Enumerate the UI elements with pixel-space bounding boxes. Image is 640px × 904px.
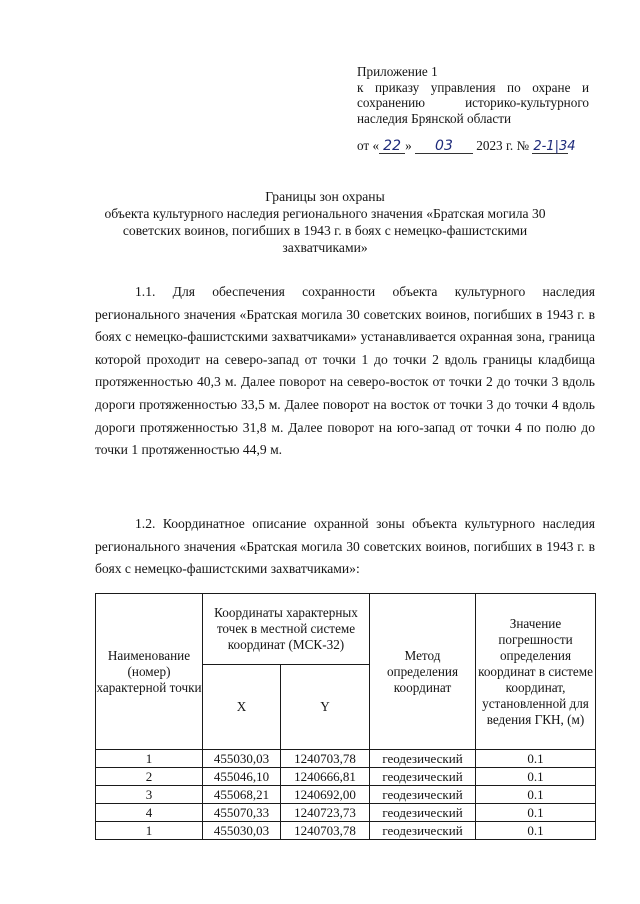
table-row — [96, 768, 596, 786]
appendix-word: управления — [430, 79, 496, 95]
title-line: захватчиками» — [282, 240, 368, 255]
appendix-title: Приложение 1 — [357, 64, 438, 79]
paragraph-1-2 — [95, 513, 595, 581]
appendix-region-line: наследия Брянской области — [357, 110, 512, 126]
title-line: Границы зон охраны — [265, 189, 385, 204]
order-day-handwritten: 22 — [379, 140, 405, 154]
cell-method: геодезический — [370, 804, 476, 822]
appendix-word: историко-культурного — [465, 95, 589, 111]
table-row — [96, 750, 596, 768]
cell-y: 1240703,78 — [281, 822, 370, 840]
appendix-preservation-line — [357, 95, 589, 111]
paragraph-1-1 — [95, 281, 595, 462]
header-x: X — [203, 665, 281, 750]
cell-accuracy: 0.1 — [476, 786, 596, 804]
header-accuracy: Значение погрешности определения координат в системе координат, установленной для ведения ГКН, (м) — [476, 594, 596, 750]
appendix-order-line — [357, 80, 589, 96]
cell-accuracy: 0.1 — [476, 750, 596, 768]
appendix-word: к — [357, 79, 364, 95]
header-point-name: Наименование (номер) характерной точки — [96, 594, 203, 750]
order-month-handwritten: 03 — [415, 140, 473, 154]
cell-y: 1240692,00 — [281, 786, 370, 804]
cell-x: 455046,10 — [203, 768, 281, 786]
order-date-prefix: от « — [357, 138, 380, 153]
table-row — [96, 786, 596, 804]
header-method: Метод определения координат — [370, 594, 476, 750]
cell-y: 1240703,78 — [281, 750, 370, 768]
document-title — [60, 188, 590, 256]
appendix-word: сохранению — [357, 95, 426, 111]
table-row — [96, 804, 596, 822]
appendix-block — [357, 64, 589, 126]
paragraph-text: 1.1. Для обеспечения сохранности объекта культурного наследия регионального значения «Братская могила 30 советских воинов, погибших в 1943 г. в боях с немецко-фашистскими захватчиками» устанавливается охранная зона, граница которой проходит на северо-запад от точки 1 до точки 2 вдоль границы кладбища протяженностью 40,3 м. Далее поворот на северо-восток от точки 2 до точки 3 вдоль дороги протяженностью 33,5 м. Далее поворот на восток от точки 3 до точки 4 вдоль дороги протяженностью 31,8 м. Далее поворот на юго-запад от точки 4 по полю до точки 1 протяженностью 44,9 м. — [95, 284, 595, 458]
order-number-handwritten: 2-1|34 — [533, 139, 576, 154]
header-coordinates: Координаты характерных точек в местной системе координат (МСК-32) — [203, 594, 370, 665]
cell-point: 4 — [96, 804, 203, 822]
appendix-word: и — [581, 79, 589, 95]
header-y: Y — [281, 665, 370, 750]
cell-x: 455068,21 — [203, 786, 281, 804]
cell-point: 3 — [96, 786, 203, 804]
cell-method: геодезический — [370, 768, 476, 786]
paragraph-text: 1.2. Координатное описание охранной зоны объекта культурного наследия регионального значения «Братская могила 30 советских воинов, погибших в 1943 г. в боях с немецко-фашистскими захватчиками»: — [95, 516, 595, 577]
cell-method: геодезический — [370, 786, 476, 804]
cell-accuracy: 0.1 — [476, 768, 596, 786]
order-date-mid: » — [405, 138, 412, 153]
cell-point: 2 — [96, 768, 203, 786]
cell-y: 1240666,81 — [281, 768, 370, 786]
cell-accuracy: 0.1 — [476, 822, 596, 840]
order-date-line — [357, 138, 589, 154]
cell-y: 1240723,73 — [281, 804, 370, 822]
cell-method: геодезический — [370, 750, 476, 768]
cell-x: 455070,33 — [203, 804, 281, 822]
cell-point: 1 — [96, 750, 203, 768]
cell-method: геодезический — [370, 822, 476, 840]
appendix-word: приказу — [374, 79, 420, 95]
cell-x: 455030,03 — [203, 822, 281, 840]
coordinates-table — [95, 593, 596, 840]
title-line: советских воинов, погибших в 1943 г. в боях с немецко-фашистскими — [122, 223, 528, 238]
order-year: 2023 г. № — [476, 138, 530, 153]
cell-accuracy: 0.1 — [476, 804, 596, 822]
appendix-word: по — [507, 79, 521, 95]
title-line: объекта культурного наследия регионального значения «Братская могила 30 — [104, 206, 546, 221]
appendix-word: охране — [532, 79, 571, 95]
table-row — [96, 822, 596, 840]
cell-x: 455030,03 — [203, 750, 281, 768]
cell-point: 1 — [96, 822, 203, 840]
